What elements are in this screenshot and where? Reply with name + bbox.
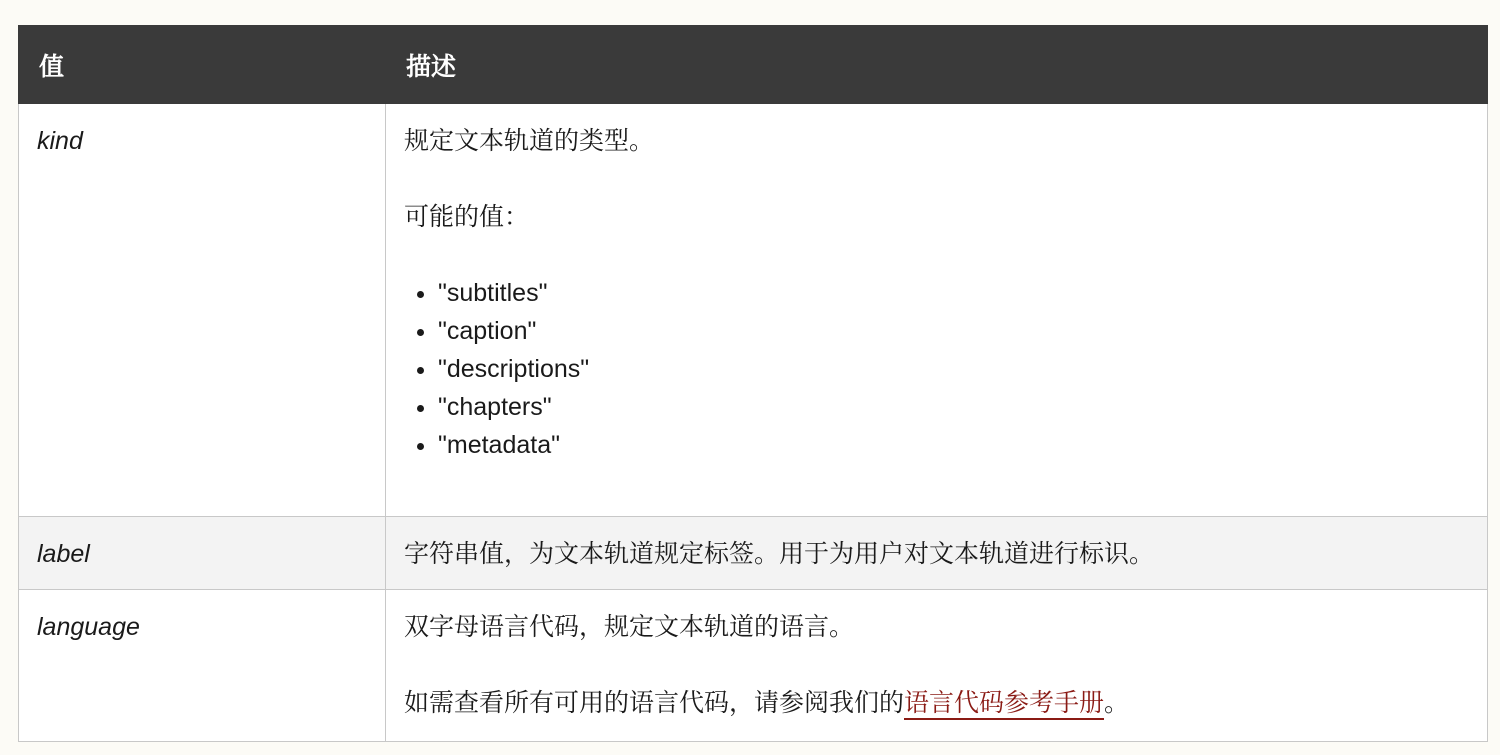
header-value: 值 bbox=[19, 26, 386, 104]
list-item: • "metadata" bbox=[438, 426, 1467, 464]
description-text bbox=[404, 684, 1467, 722]
attribute-values-table bbox=[18, 25, 1487, 742]
language-code-reference-link[interactable]: 语言代码参考手册 bbox=[904, 689, 1104, 720]
list-item: • "chapters" bbox=[438, 388, 1467, 426]
list-item: • "descriptions" bbox=[438, 350, 1467, 388]
description-text: 字符串值，为文本轨道规定标签。用于为用户对文本轨道进行标识。 bbox=[404, 540, 1155, 568]
description-text: 规定文本轨道的类型。 bbox=[404, 127, 655, 155]
value-name: kind bbox=[19, 104, 386, 517]
description-prefix: 如需查看所有可用的语言代码，请参阅我们的 bbox=[404, 689, 905, 717]
list-item: • "subtitles" bbox=[438, 274, 1467, 312]
table-row bbox=[19, 104, 1488, 517]
table-header-row bbox=[19, 26, 1488, 104]
header-description: 描述 bbox=[386, 26, 1488, 104]
value-name: language bbox=[19, 590, 386, 742]
possible-values-list bbox=[404, 274, 1467, 464]
description-suffix: 。 bbox=[1104, 689, 1130, 717]
table-row bbox=[19, 590, 1488, 742]
value-description bbox=[386, 517, 1488, 590]
list-item: • "caption" bbox=[438, 312, 1467, 350]
values-table bbox=[18, 25, 1488, 742]
description-text: 可能的值： bbox=[404, 203, 530, 231]
value-description bbox=[386, 590, 1488, 742]
value-description bbox=[386, 104, 1488, 517]
table-row bbox=[19, 517, 1488, 590]
value-name: label bbox=[19, 517, 386, 590]
description-text: 双字母语言代码，规定文本轨道的语言。 bbox=[404, 613, 855, 641]
